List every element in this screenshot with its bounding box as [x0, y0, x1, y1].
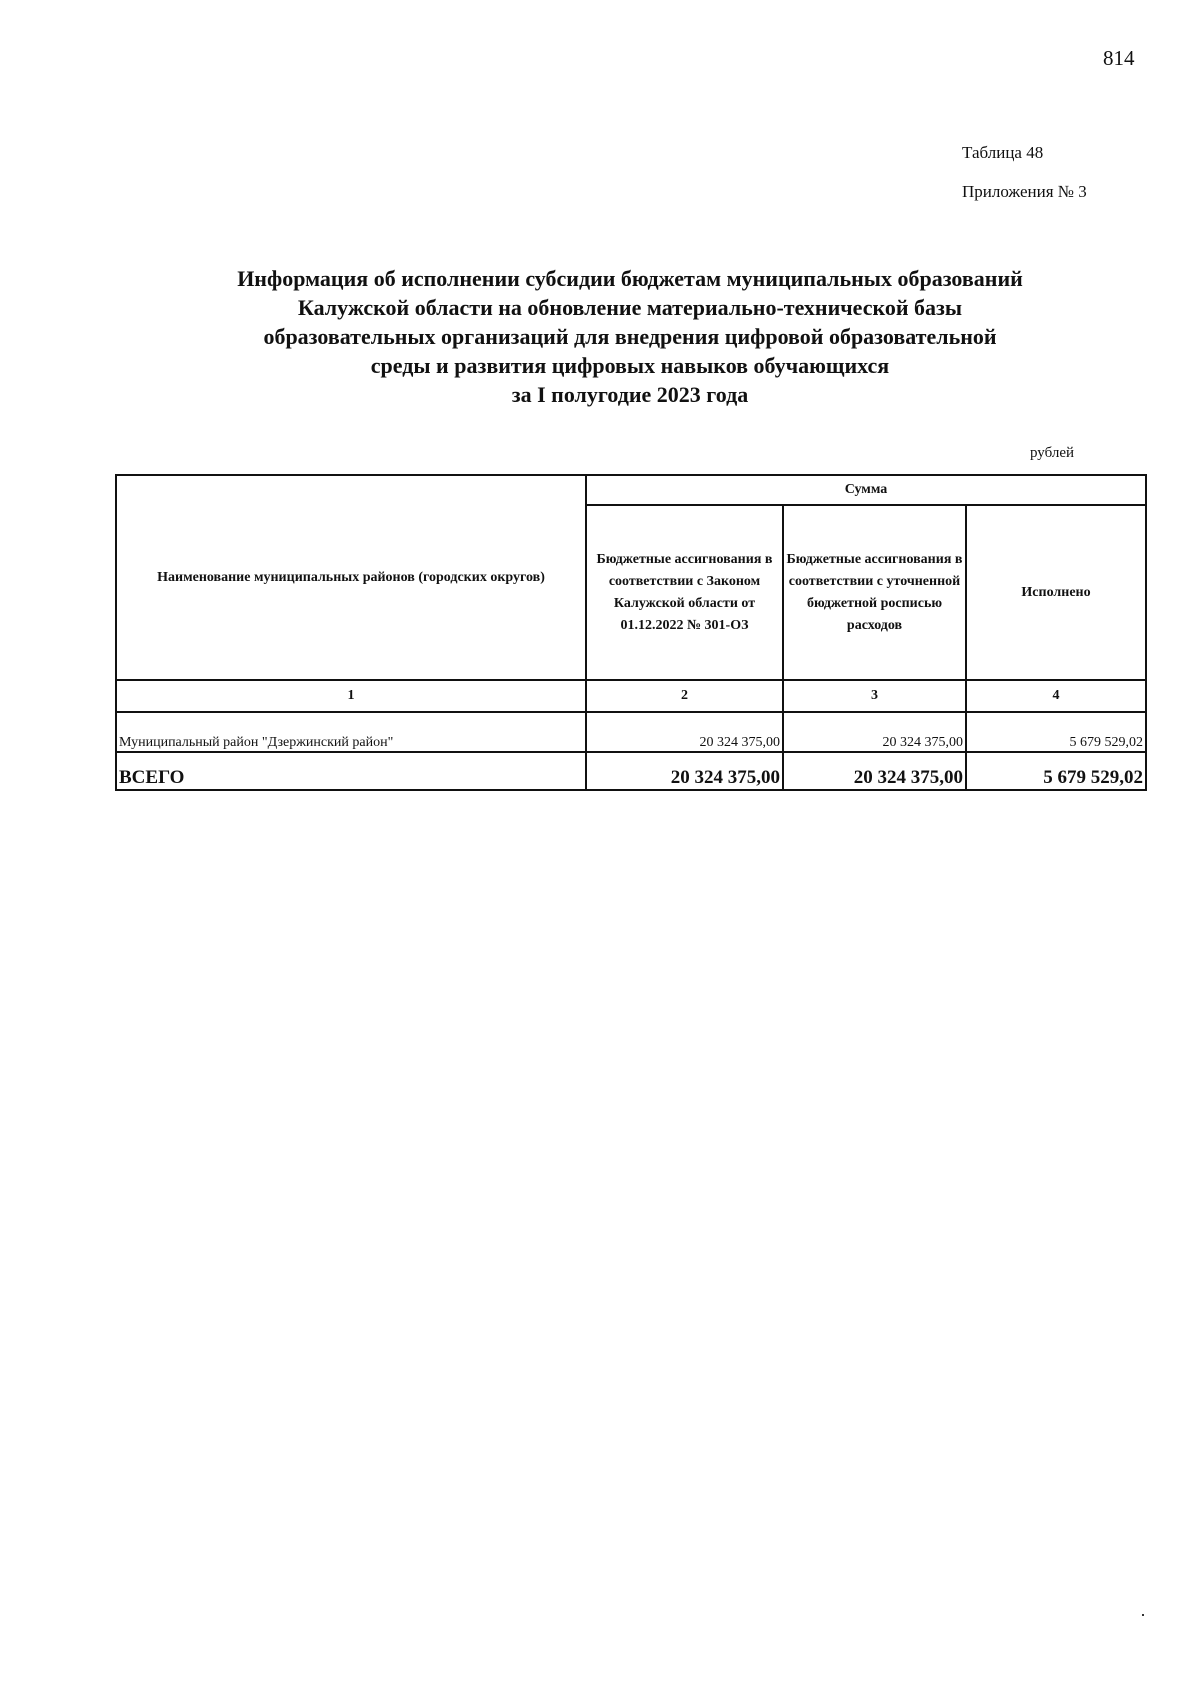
- row-value-col3: 20 324 375,00: [783, 712, 966, 752]
- col-number: 3: [783, 680, 966, 712]
- units-label: рублей: [1030, 445, 1075, 461]
- col3-header: Бюджетные ассигнования в соответствии с уточненной бюджетной росписью расходов: [783, 505, 966, 680]
- row-name: Муниципальный район "Дзержинский район": [116, 712, 586, 752]
- title-line: за I полугодие 2023 года: [511, 382, 749, 407]
- col-number: 1: [116, 680, 586, 712]
- title-line: образовательных организаций для внедрения цифровой образовательной: [263, 324, 997, 349]
- title-line: среды и развития цифровых навыков обучающихся: [370, 353, 890, 378]
- row-value-col4: 5 679 529,02: [966, 712, 1146, 752]
- row-value-col2: 20 324 375,00: [586, 712, 783, 752]
- sum-group-header: Сумма: [586, 475, 1146, 505]
- col-number: 2: [586, 680, 783, 712]
- total-row: [116, 752, 1146, 790]
- total-value-col3: 20 324 375,00: [783, 752, 966, 790]
- subsidy-table: [115, 474, 1147, 791]
- col2-header: Бюджетные ассигнования в соответствии с Законом Калужской области от 01.12.2022 № 301-ОЗ: [586, 505, 783, 680]
- table-row: [116, 712, 1146, 752]
- page-number: 814: [1103, 46, 1135, 70]
- appendix-label: Приложения № 3: [962, 182, 1087, 201]
- col-number: 4: [966, 680, 1146, 712]
- total-value-col4: 5 679 529,02: [966, 752, 1146, 790]
- total-value-col2: 20 324 375,00: [586, 752, 783, 790]
- title-line: Калужской области на обновление материально-технической базы: [297, 295, 963, 320]
- document-title: [150, 264, 1110, 409]
- col-name-header: Наименование муниципальных районов (городских округов): [116, 475, 586, 680]
- total-label: ВСЕГО: [116, 752, 586, 790]
- table-label: Таблица 48: [962, 143, 1044, 162]
- title-line: Информация об исполнении субсидии бюджетам муниципальных образований: [237, 266, 1023, 291]
- col4-header: Исполнено: [966, 505, 1146, 680]
- scan-speck: [1142, 1614, 1144, 1616]
